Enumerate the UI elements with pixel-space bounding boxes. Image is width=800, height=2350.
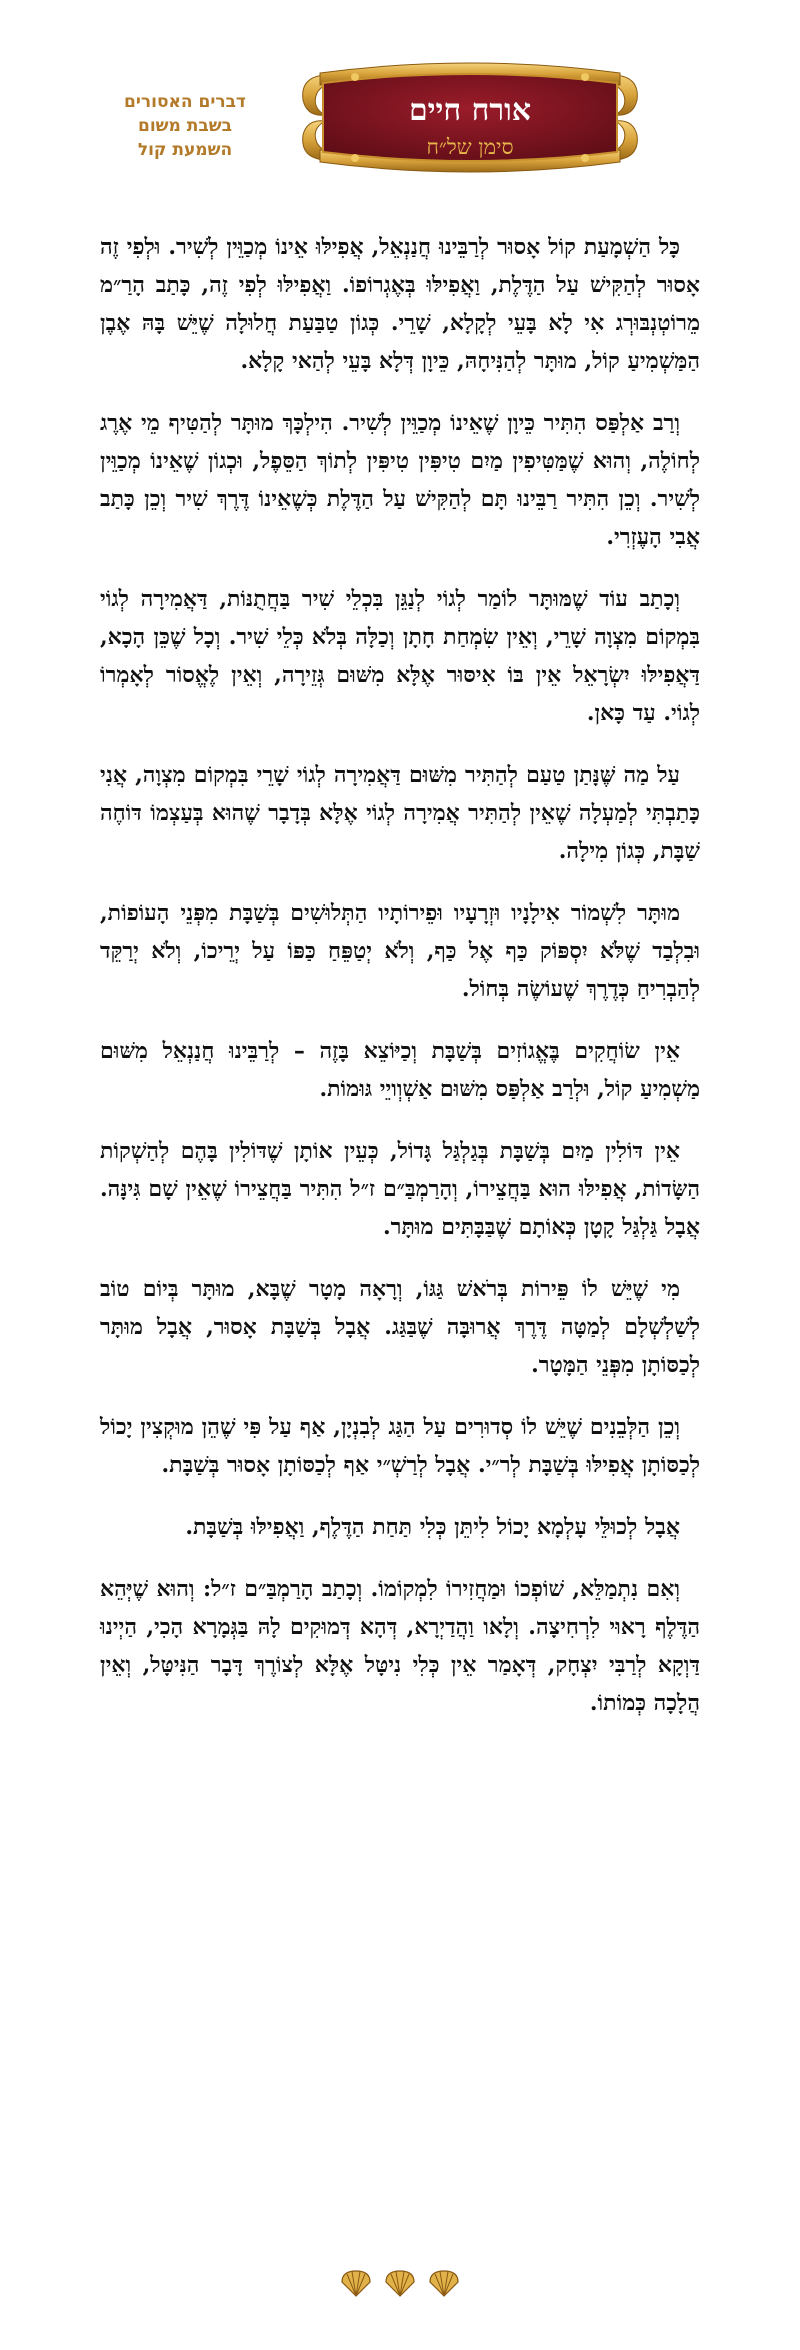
shell-icon	[427, 2268, 461, 2298]
paragraph: וְכָתַב עוֹד שֶׁמּוּתָּר לוֹמַר לְגוֹי לְנַגֵּן בִּכְלֵי שִׁיר בַּחֲתֻנּוֹת, דַּאֲמִירָה לְגוֹי בִּמְקוֹם מִצְוָה שָׁרֵי, וְאֵין שִׂמְחַת חָתָן וְכַלָּה בְּלֹא כְּלֵי שִׁיר. וְכָל שֶׁכֵּן הָכָא, דַּאֲפִילּוּ יִשְׂרָאֵל אֵין בּוֹ אִיסּוּר אֶלָּא מִשּׁוּם גְּזֵירָה, וְאֵין לֶאֱסוֹר לְאָמְרוֹ לְגוֹי. עַד כָּאן.	[100, 586, 700, 726]
shell-icon	[339, 2268, 373, 2298]
paragraph: מִי שֶׁיֵּשׁ לוֹ פֵּירוֹת בְּרֹאשׁ גַּגּוֹ, וְרָאָה מָטָר שֶׁבָּא, מוּתָּר בְּיוֹם טוֹב לְשַׁלְשְׁלָם לְמַטָּה דֶּרֶךְ אֲרוּבָּה שֶׁבַּגַּג. אֲבָל בְּשַׁבָּת אָסוּר, אֲבָל מוּתָּר לְכַסּוֹתָן מִפְּנֵי הַמָּטָר.	[100, 1276, 700, 1378]
paragraph: אֵין שׂוֹחֲקִים בֶּאֱגוֹזִים בְּשַׁבָּת וְכַיּוֹצֵא בָּזֶה – לְרַבֵּינוּ חֲנַנְאֵל מִשּׁוּם מַשְׁמִיעַ קוֹל, וּלְרַב אַלְפַּס מִשּׁוּם אַשְׁוְויֵי גּוּמוֹת.	[100, 1038, 700, 1102]
topic-note-line: בשבת משום	[137, 116, 233, 136]
section-subtitle: סימן של״ח	[426, 135, 514, 159]
paragraph: עַל מַה שֶּׁנָּתַן טַעַם לְהַתִּיר מִשּׁוּם דַּאֲמִירָה לְגוֹי שָׁרֵי בִּמְקוֹם מִצְוָה, אֲנִי כָּתַבְתִּי לְמַעְלָה שֶׁאֵין לְהַתִּיר אֲמִירָה לְגוֹי אֶלָּא בְּדָבָר שֶׁהוּא בְּעַצְמוֹ דּוֹחֶה שַׁבָּת, כְּגוֹן מִילָה.	[100, 762, 700, 864]
paragraph: אֵין דּוֹלִין מַיִם בְּשַׁבָּת בְּגַלְגַּל גָּדוֹל, כְּעֵין אוֹתָן שֶׁדּוֹלִין בָּהֶם לְהַשְׁקוֹת הַשָּׂדוֹת, אֲפִילּוּ הוּא בַּחֲצֵירוֹ, וְהָרַמְבַּ״ם ז״ל הִתִּיר בַּחֲצֵירוֹ שֶׁאֵין שָׁם גִּינָּה. אֲבָל גַּלְגַּל קָטָן כְּאוֹתָם שֶׁבַּבָּתִּים מוּתָּר.	[100, 1138, 700, 1240]
section-title: אורח חיים	[408, 93, 532, 128]
halacha-text	[100, 228, 700, 1746]
paragraph: כָּל הַשְׁמָעַת קוֹל אָסוּר לְרַבֵּינוּ חֲנַנְאֵל, אֲפִילּוּ אֵינוֹ מְכַוֵּין לְשִׁיר. וּלְפִי זֶה אָסוּר לְהַקִּישׁ עַל הַדֶּלֶת, וַאֲפִילּוּ בְּאֶגְרוֹפוֹ. וַאֲפִילּוּ לְפִי זֶה, כָּתַב הָרַ״מ מֵרוֹטְנְבּוּרְג אִי לָא בָּעֵי לְקָלָא, שָׁרֵי. כְּגוֹן טַבַּעַת חֲלוּלָה שֶׁיֵּשׁ בָּהּ אֶבֶן הַמַּשְׁמִיעַ קוֹל, מוּתָּר לְהַנִּיחָהּ, כֵּיוָן דְּלָא בָּעֵי לְהַאי קָלָא.	[100, 234, 700, 374]
footer-ornament	[0, 2268, 800, 2298]
shell-icon	[383, 2268, 417, 2298]
paragraph: וְרַב אַלְפַּס הִתִּיר כֵּיוָן שֶׁאֵינוֹ מְכַוֵּין לְשִׁיר. הִילְכָּךְ מוּתָּר לְהַטִּיף מֵי אֶרֶג לְחוֹלֶה, וְהוּא שֶׁמַּטִּיפִין מַיִם טִיפִּין טִיפִּין לְתוֹךְ הַסֵּפֶל, וּכְגוֹן שֶׁאֵינוֹ מְכַוֵּין לְשִׁיר. וְכֵן הִתִּיר רַבֵּינוּ תָּם לְהַקִּישׁ עַל הַדֶּלֶת כְּשֶׁאֵינוֹ דֶּרֶךְ שִׁיר וְכֵן כָּתַב אֲבִי הָעֶזְרִי.	[100, 410, 700, 550]
paragraph: וְאִם נִתְמַלֵּא, שׁוֹפְכוֹ וּמַחֲזִירוֹ לִמְקוֹמוֹ. וְכָתַב הָרַמְבַּ״ם ז״ל: וְהוּא שֶׁיְּהֵא הַדֶּלֶף רָאוּי לִרְחִיצָה. וְלָאו וַהֲדַיְרָא, דְּהָא דְּמוּקִים לָהּ בַּגְּמָרָא הָכִי, הַיְינוּ דַּוְקָא לְרַבִּי יִצְחָק, דְּאָמַר אֵין כְּלִי נִיטָּל אֶלָּא לְצוֹרֶךְ דָּבָר הַנִּיטָּל, וְאֵין הֲלָכָה כְּמוֹתוֹ.	[100, 1576, 700, 1716]
paragraph: אֲבָל לְכוּלֵּי עָלְמָא יָכוֹל לִיתֵּן כְּלִי תַּחַת הַדֶּלֶף, וַאֲפִילּוּ בְּשַׁבָּת.	[185, 1514, 680, 1540]
topic-note-line: השמעת קול	[137, 140, 233, 160]
paragraph: מוּתָּר לִשְׁמוֹר אִילָנָיו וּזְרָעָיו וּפֵירוֹתָיו הַתְּלוּשִׁים בְּשַׁבָּת מִפְּנֵי הָעוֹפוֹת, וּבִלְבַד שֶׁלֹּא יִסְפּוֹק כַּף אֶל כַּף, וְלֹא יְטַפֵּחַ כַּפּוֹ עַל יְרֵיכוֹ, וְלֹא יְרַקֵּד לְהַבְרִיחַ כְּדֶרֶךְ שֶׁעוֹשֶׂה בְּחוֹל.	[100, 900, 700, 1002]
topic-note-line: דברים האסורים	[124, 92, 246, 112]
topic-note	[100, 90, 270, 162]
header	[0, 0, 800, 210]
paragraph: וְכֵן הַלְּבֵנִים שֶׁיֵּשׁ לוֹ סְדוּרִים עַל הַגַּג לְבִנְיָן, אַף עַל פִּי שֶׁהֵן מוּקְצִין יָכוֹל לְכַסּוֹתָן אֲפִילּוּ בְּשַׁבָּת לְר״י. אֲבָל לְרַשְׁ״י אַף לְכַסּוֹתָן אָסוּר בְּשַׁבָּת.	[100, 1414, 700, 1478]
title-scroll-banner	[295, 55, 645, 180]
